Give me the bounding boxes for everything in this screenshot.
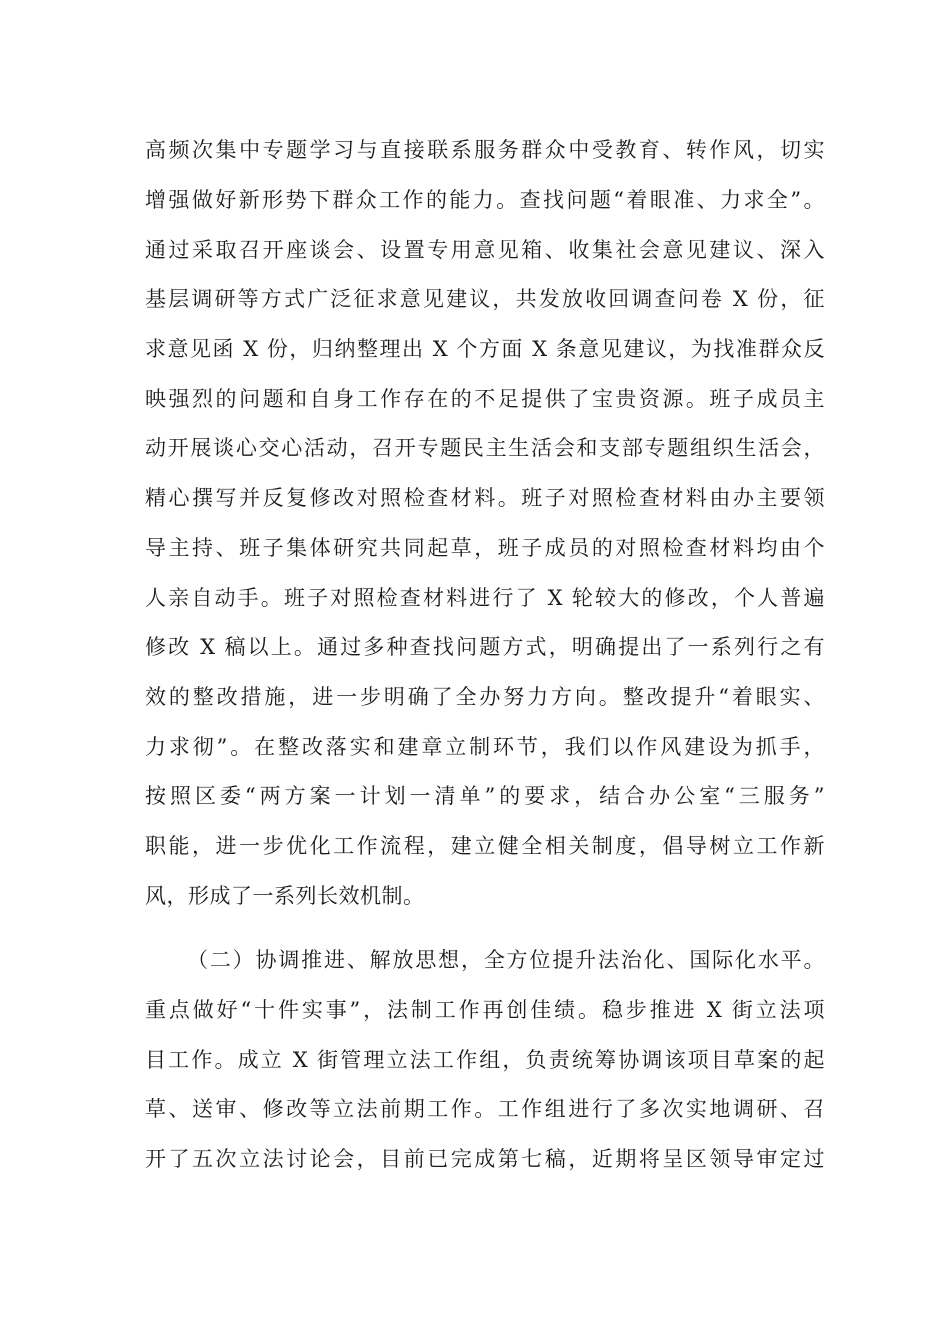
text-line: 职能，进一步优化工作流程，建立健全相关制度，倡导树立工作新 bbox=[145, 834, 825, 858]
text-line: 通过采取召开座谈会、设置专用意见箱、收集社会意见建议、深入 bbox=[145, 238, 825, 262]
section-heading-line: （二）协调推进、解放思想，全方位提升法治化、国际化水平。 bbox=[187, 948, 825, 972]
text-line: 效的整改措施，进一步明确了全办努力方向。整改提升“着眼实、 bbox=[145, 685, 825, 709]
text-line: 人亲自动手。班子对照检查材料进行了 X 轮较大的修改，个人普遍 bbox=[145, 586, 825, 610]
text-line: 增强做好新形势下群众工作的能力。查找问题“着眼准、力求全”。 bbox=[145, 188, 825, 212]
text-line: 动开展谈心交心活动，召开专题民主生活会和支部专题组织生活会， bbox=[145, 436, 825, 460]
text-line: 修改 X 稿以上。通过多种查找问题方式，明确提出了一系列行之有 bbox=[145, 635, 825, 659]
text-line: 草、送审、修改等立法前期工作。工作组进行了多次实地调研、召 bbox=[145, 1097, 825, 1121]
text-line: 按照区委“两方案一计划一清单”的要求，结合办公室“三服务” bbox=[145, 784, 825, 808]
text-line: 重点做好“十件实事”，法制工作再创佳绩。稳步推进 X 街立法项 bbox=[145, 998, 825, 1022]
text-line: 风，形成了一系列长效机制。 bbox=[145, 884, 425, 908]
text-line: 目工作。成立 X 街管理立法工作组，负责统筹协调该项目草案的起 bbox=[145, 1048, 825, 1072]
text-line: 基层调研等方式广泛征求意见建议，共发放收回调查问卷 X 份，征 bbox=[145, 287, 825, 311]
text-line: 高频次集中专题学习与直接联系服务群众中受教育、转作风，切实 bbox=[145, 138, 825, 162]
text-line: 求意见函 X 份，归纳整理出 X 个方面 X 条意见建议，为找准群众反 bbox=[145, 337, 825, 361]
text-line: 精心撰写并反复修改对照检查材料。班子对照检查材料由办主要领 bbox=[145, 486, 825, 510]
text-line: 开了五次立法讨论会，目前已完成第七稿，近期将呈区领导审定过 bbox=[145, 1147, 825, 1171]
text-line: 导主持、班子集体研究共同起草，班子成员的对照检查材料均由个 bbox=[145, 536, 825, 560]
text-line: 力求彻”。在整改落实和建章立制环节，我们以作风建设为抓手， bbox=[145, 735, 825, 759]
text-line: 映强烈的问题和自身工作存在的不足提供了宝贵资源。班子成员主 bbox=[145, 387, 825, 411]
